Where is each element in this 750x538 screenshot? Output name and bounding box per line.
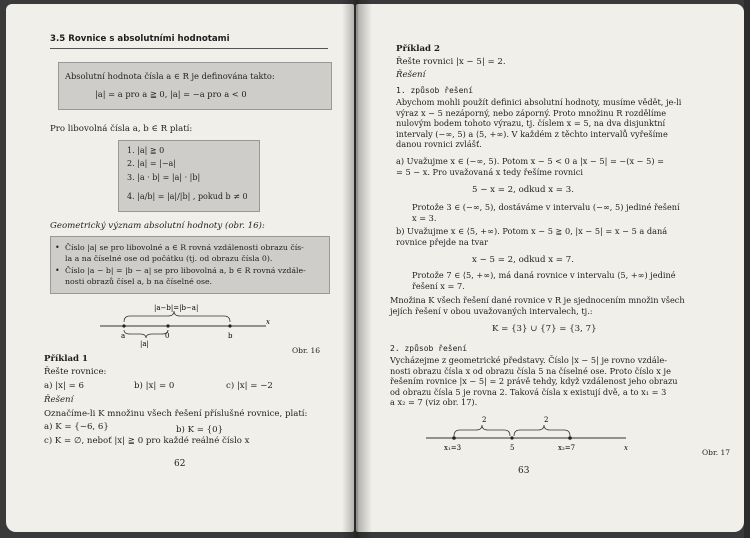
m1-line-3: nulovým bodem tohoto výrazu, tj. číslem x = 5, na dva disjunktní (396, 118, 666, 129)
fig16-bottom-brace (124, 330, 168, 338)
case-b-conclusion (412, 270, 676, 291)
page-number-left: 62 (174, 459, 186, 469)
union-paragraph (390, 295, 685, 316)
fig17-caption: Obr. 17 (702, 448, 731, 457)
answer-b: b) K = {0} (176, 425, 224, 435)
case-a-line-1: a) Uvažujme x ∈ (−∞, 5). Potom x − 5 < 0 a |x − 5| = −(x − 5) = (396, 156, 665, 166)
equation-b: x − 5 = 2, odkud x = 7. (472, 255, 574, 265)
method-1-heading: 1. způsob řešení (396, 86, 474, 95)
case-a-conclusion (412, 202, 680, 223)
bullet-1-line-1: Číslo |a| se pro libovolné a ∈ R rovná vzdálenosti obrazu čís- (65, 243, 304, 252)
example-2-title: Příklad 2 (396, 44, 441, 54)
solution-label-2: Řešení (396, 70, 426, 80)
fig16-point-a (122, 324, 125, 327)
method-1-paragraph (396, 97, 681, 150)
fig17-distance-right: 2 (544, 416, 549, 424)
definition-box (58, 62, 332, 110)
fig17-x-label: x (624, 444, 628, 452)
case-b-line-1: b) Uvažujme x ∈ ⟨5, +∞). Potom x − 5 ≧ 0, |x − 5| = x − 5 a daná (396, 226, 668, 236)
m2-line-2: nosti obrazu čísla x od obrazu čísla 5 na číselné ose. Proto číslo x je (390, 365, 671, 376)
answer-c: c) K = ∅, neboť |x| ≧ 0 pro každé reálné číslo x (44, 436, 250, 446)
geometric-box (50, 236, 330, 294)
bullet-dot: • (55, 243, 60, 252)
bullet-2-line-1: Číslo |a − b| = |b − a| se pro libovolná a, b ∈ R rovná vzdále- (65, 266, 306, 275)
example-2-task: Řešte rovnici |x − 5| = 2. (396, 57, 506, 67)
method-2-paragraph (390, 355, 678, 408)
property-4: 4. |a/b| = |a|/|b| , pokud b ≠ 0 (127, 192, 248, 201)
task-a: a) |x| = 6 (44, 381, 84, 391)
section-title: 3.5 Rovnice s absolutními hodnotami (50, 34, 230, 44)
fig16-point-zero (166, 324, 169, 327)
task-b: b) |x| = 0 (134, 381, 175, 391)
fig17-x2-label: x₂=7 (558, 444, 576, 452)
m2-line-1: Vycházejme z geometrické představy. Číslo |x − 5| je rovno vzdále- (390, 355, 667, 365)
fig16-a-label: a (121, 332, 126, 340)
property-3: 3. |a · b| = |a| · |b| (127, 173, 201, 182)
page-number-right: 63 (518, 466, 530, 476)
m2-line-5: a x₂ = 7 (viz obr. 17). (390, 397, 478, 408)
fig17-point-x2 (568, 436, 572, 440)
geometric-title: Geometrický význam absolutní hodnoty (obr. 16): (50, 221, 265, 231)
method-2-heading: 2. způsob řešení (390, 344, 468, 353)
m1-line-5: danou rovnici zvlášť. (396, 139, 482, 150)
example-1-task: Řešte rovnice: (44, 367, 107, 377)
solution-label: Řešení (44, 395, 74, 405)
m1-line-4: intervaly (−∞, 5) a ⟨5, +∞). V každém z těchto intervalů vyřešíme (396, 128, 668, 139)
fig17-point-x1 (452, 436, 456, 440)
properties-intro: Pro libovolná čísla a, b ∈ R platí: (50, 124, 193, 134)
case-a-end-2: x = 3. (412, 212, 437, 223)
answer-a: a) K = {−6, 6} (44, 422, 109, 432)
property-2: 2. |a| = |−a| (127, 159, 176, 168)
fig17-left-brace (454, 425, 510, 436)
title-rule (50, 48, 328, 49)
fig17-right-brace (514, 425, 570, 436)
case-b-end-2: řešení x = 7. (412, 280, 465, 291)
task-c: c) |x| = −2 (226, 381, 273, 391)
bullet-2-line-2: nosti obrazů čísel a, b na číselné ose. (65, 277, 213, 286)
case-b-end-1: Protože 7 ∈ ⟨5, +∞), má daná rovnice v intervalu ⟨5, +∞) jediné (412, 270, 676, 280)
fig16-bottom-label: |a| (140, 340, 149, 348)
solution-intro: Označíme-li K množinu všech řešení příslušné rovnice, platí: (44, 409, 308, 419)
bullet-1-line-2: la a na číselné ose od počátku (tj. od obrazu čísla 0). (65, 254, 273, 263)
definition-formula: |a| = a pro a ≧ 0, |a| = −a pro a < 0 (95, 89, 247, 99)
union-equation: K = {3} ∪ {7} = {3, 7} (492, 324, 597, 334)
case-b (396, 226, 667, 247)
figure-16 (96, 300, 296, 348)
fig17-point-five (510, 436, 513, 439)
bullet-dot: • (55, 266, 60, 275)
m2-line-4: od obrazu čísla 5 je rovna 2. Taková čísla x existují dvě, a to x₁ = 3 (390, 386, 667, 397)
fig16-x-label: x (266, 318, 270, 326)
case-a-line-2: = 5 − x. Pro uvažovaná x tedy řešíme rovnici (396, 166, 583, 177)
fig17-distance-left: 2 (482, 416, 487, 424)
case-a-end-1: Protože 3 ∈ (−∞, 5), dostáváme v intervalu (−∞, 5) jediné řešení (412, 202, 680, 212)
fig17-five-label: 5 (510, 444, 515, 452)
example-1-title: Příklad 1 (44, 354, 89, 364)
case-a (396, 156, 664, 177)
page-edge (744, 0, 750, 538)
fig17-x1-label: x₁=3 (444, 444, 462, 452)
equation-a: 5 − x = 2, odkud x = 3. (472, 185, 574, 195)
book-gutter (342, 0, 372, 538)
fig16-top-label: |a−b|=|b−a| (154, 304, 199, 312)
properties-box (118, 140, 260, 212)
fig16-zero-label: 0 (165, 332, 170, 340)
fig16-b-label: b (228, 332, 233, 340)
left-page (6, 4, 354, 532)
definition-line: Absolutní hodnota čísla a ∈ R je definována takto: (65, 71, 275, 81)
right-page (356, 4, 744, 532)
m2-line-3: řešením rovnice |x − 5| = 2 právě tehdy, když vzdálenost jeho obrazu (390, 376, 678, 387)
figure-17 (426, 414, 666, 454)
m1-line-2: výraz x − 5 nezáporný, nebo záporný. Proto množinu R rozdělíme (396, 107, 667, 118)
property-1: 1. |a| ≧ 0 (127, 146, 165, 155)
fig16-top-brace (124, 311, 230, 322)
fig16-caption: Obr. 16 (292, 346, 321, 355)
case-b-line-2: rovnice přejde na tvar (396, 236, 489, 247)
fig16-point-b (228, 324, 231, 327)
union-line-2: jejích řešení v obou uvažovaných intervalech, tj.: (390, 305, 593, 316)
m1-line-1: Abychom mohli použít definici absolutní hodnoty, musíme vědět, je-li (396, 97, 682, 107)
union-line-1: Množina K všech řešení dané rovnice v R je sjednocením množin všech (390, 295, 685, 305)
